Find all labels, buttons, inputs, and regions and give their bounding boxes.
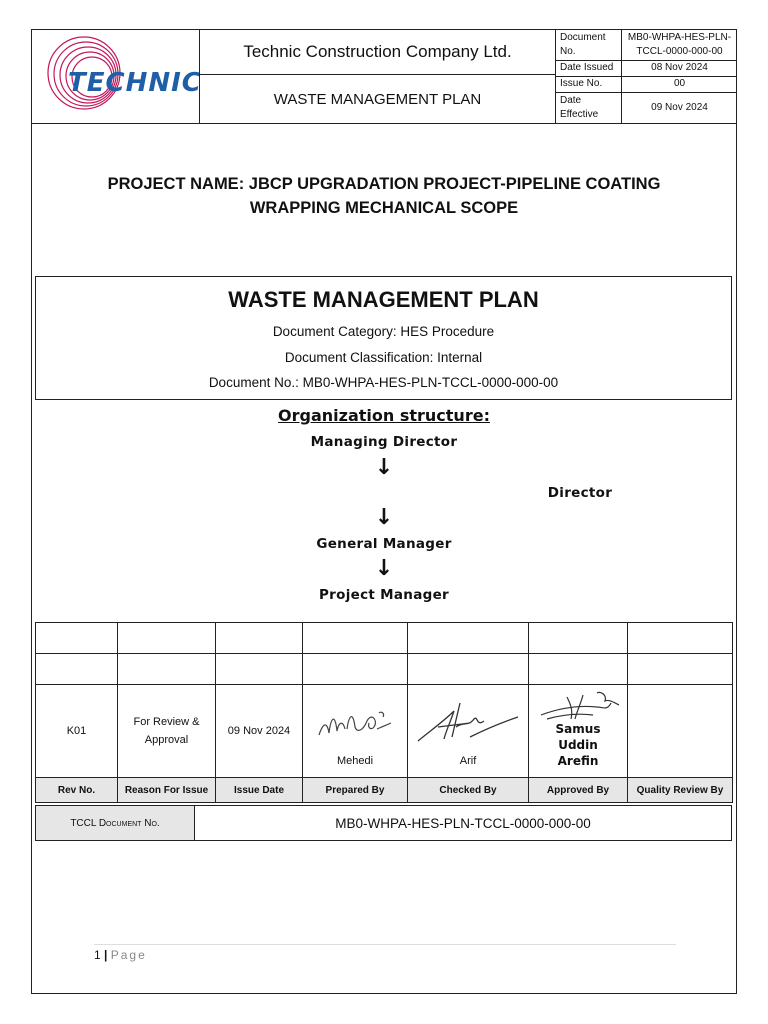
- meta-value: 09 Nov 2024: [651, 101, 708, 113]
- column-label: Rev No.: [36, 778, 118, 803]
- header-plan-title: WASTE MANAGEMENT PLAN: [273, 90, 482, 108]
- page-number: 1: [94, 948, 101, 962]
- tccl-label: TCCL Document No.: [36, 806, 195, 840]
- meta-value: 00: [673, 78, 686, 89]
- meta-row-date-issued: [556, 60, 736, 77]
- meta-value: 08 Nov 2024: [651, 62, 708, 73]
- issue-date-cell: 09 Nov 2024: [216, 685, 303, 778]
- checked-by-name: Arif: [459, 755, 477, 767]
- document-header: [32, 30, 736, 124]
- header-middle: [200, 30, 556, 123]
- org-managing-director: Managing Director: [310, 434, 458, 450]
- project-name-line-2: WRAPPING MECHANICAL SCOPE: [249, 199, 519, 217]
- prepared-by-name: Mehedi: [336, 755, 374, 767]
- signature-arif-icon: [414, 697, 519, 747]
- table-row: [36, 685, 733, 778]
- meta-label: Document No.: [556, 30, 622, 60]
- document-category: Document Category: HES Procedure: [272, 324, 495, 339]
- meta-label: Issue No.: [556, 76, 622, 92]
- reason-cell: [118, 685, 216, 778]
- column-label: Checked By: [408, 778, 529, 803]
- rev-no-cell: K01: [36, 685, 118, 778]
- org-structure-heading: Organization structure:: [278, 406, 490, 425]
- column-label: Reason For Issue: [118, 778, 216, 803]
- tccl-document-number-table: [35, 805, 732, 841]
- down-arrow-icon: ↓: [374, 455, 394, 480]
- project-name: [40, 172, 728, 220]
- column-label: Prepared By: [303, 778, 408, 803]
- header-meta-table: [556, 30, 736, 123]
- table-header-row: [36, 778, 733, 803]
- page-label: Page: [110, 948, 147, 962]
- document-classification: Document Classification: Internal: [284, 350, 483, 365]
- meta-label: Date Issued: [556, 60, 622, 76]
- prepared-by-cell: [303, 685, 408, 778]
- footer-divider: [94, 944, 676, 945]
- approval-table: [35, 622, 733, 803]
- checked-by-cell: [408, 685, 529, 778]
- column-label: Quality Review By: [628, 778, 733, 803]
- page-footer: [94, 948, 147, 962]
- quality-review-cell: [628, 685, 733, 778]
- page-separator: |: [104, 948, 108, 962]
- meta-row-document-no: [556, 30, 736, 61]
- approved-by-name: Samus Uddin Arefin: [555, 722, 601, 768]
- meta-row-date-effective: [556, 92, 736, 123]
- document-title-box: [35, 276, 732, 400]
- reason-text: For Review & Approval: [133, 716, 200, 746]
- company-name: Technic Construction Company Ltd.: [200, 30, 555, 75]
- column-label: Approved By: [529, 778, 628, 803]
- table-row: [36, 623, 733, 654]
- org-project-manager: Project Manager: [318, 587, 449, 603]
- meta-row-issue-no: [556, 76, 736, 93]
- technic-logo-icon: [32, 30, 199, 123]
- org-general-manager: General Manager: [316, 536, 452, 552]
- logo-text: TECHNIC: [68, 68, 199, 98]
- table-row: [36, 654, 733, 685]
- tccl-value: MB0-WHPA-HES-PLN-TCCL-0000-000-00: [335, 815, 591, 831]
- meta-label: Date Effective: [556, 92, 622, 123]
- approved-by-cell: [529, 685, 628, 778]
- meta-value: MB0-WHPA-HES-PLN-TCCL-0000-000-00: [627, 32, 732, 57]
- down-arrow-icon: ↓: [374, 505, 394, 530]
- org-director: Director: [547, 485, 613, 501]
- document-number: Document No.: MB0-WHPA-HES-PLN-TCCL-0000-000-00: [208, 375, 559, 390]
- down-arrow-icon: ↓: [374, 556, 394, 581]
- company-logo: [32, 30, 200, 123]
- column-label: Issue Date: [216, 778, 303, 803]
- document-title: WASTE MANAGEMENT PLAN: [228, 287, 539, 312]
- header-divider: [32, 123, 736, 124]
- project-name-line-1: PROJECT NAME: JBCP UPGRADATION PROJECT-PIPELINE COATING: [107, 175, 661, 193]
- signature-mehedi-icon: [313, 703, 398, 743]
